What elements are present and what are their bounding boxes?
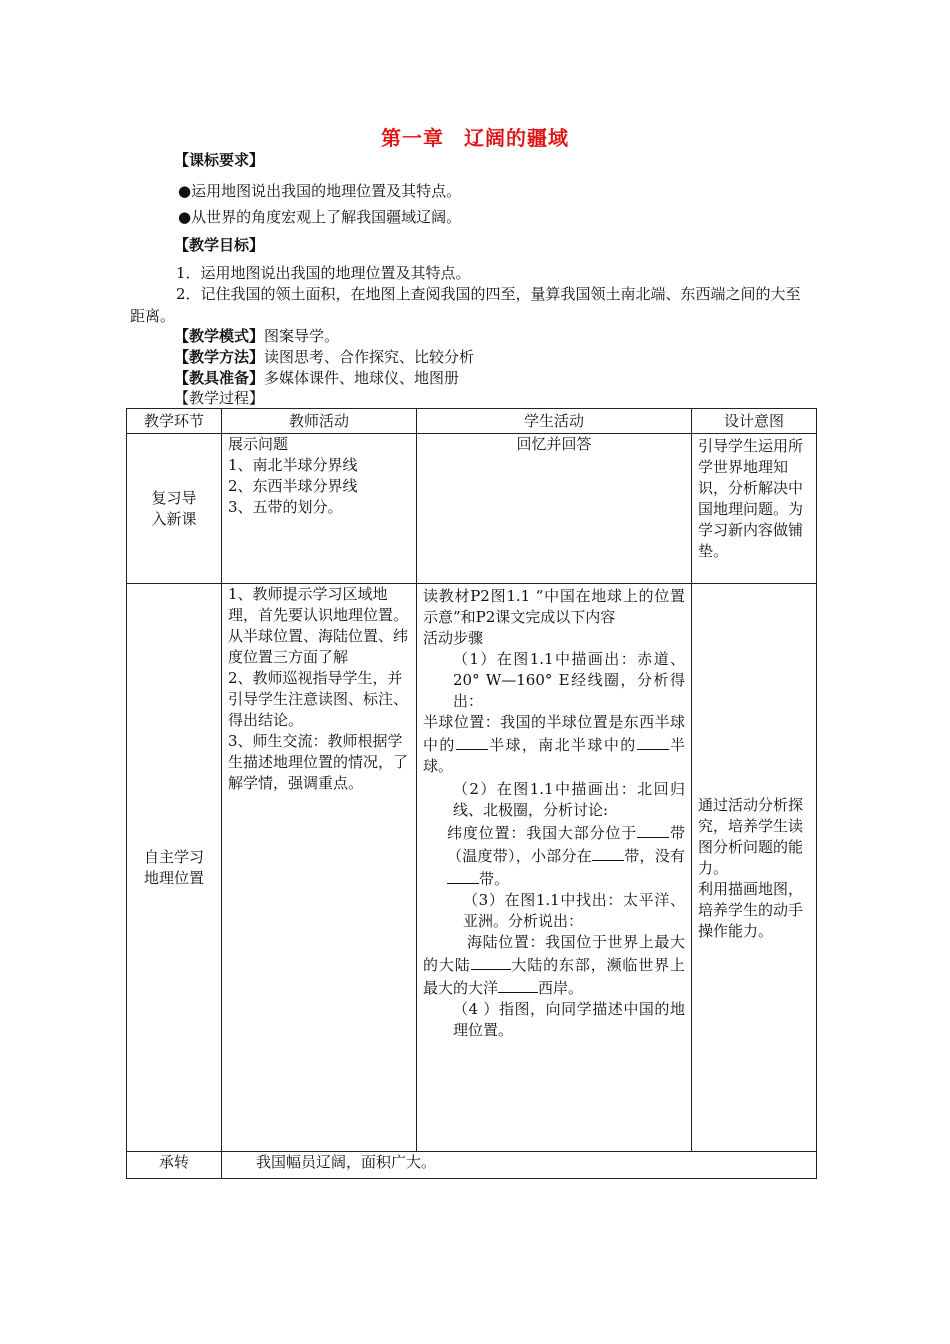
student-step-3-answer: 海陆位置：我国位于世界上最大的大陆 大陆的东部，濒临世界上最大的大洋 西岸。 xyxy=(423,933,685,997)
teaching-process-label: 【教学过程】 xyxy=(174,389,265,407)
student-step-3: （3）在图1.1中找出：太平洋、亚洲。分析说出： xyxy=(463,891,685,930)
stage-cell: 复习导入新课 xyxy=(127,434,222,584)
fill-blank xyxy=(498,976,538,993)
teaching-mode-label: 【教学模式】 xyxy=(174,327,265,345)
standard-item: ●从世界的角度宏观上了解我国疆域辽阔。 xyxy=(178,208,462,226)
student-intro: 读教材P2图1.1 “中国在地球上的位置示意”和P2课文完成以下内容 xyxy=(423,587,685,626)
teaching-tools-label: 【教具准备】 xyxy=(174,369,265,387)
teacher-line: 1、南北半球分界线 xyxy=(228,456,358,474)
teacher-activity-cell xyxy=(222,584,417,1152)
teacher-line: 2、东西半球分界线 xyxy=(228,477,358,495)
standard-item: ●运用地图说出我国的地理位置及其特点。 xyxy=(178,182,462,200)
teaching-tools-value: 多媒体课件、地球仪、地图册 xyxy=(264,369,460,387)
student-step-1: （1）在图1.1中描画出：赤道、20° W—160° E经线圈，分析得出： xyxy=(453,650,685,710)
header-stage: 教学环节 xyxy=(127,409,222,434)
fill-blank xyxy=(637,733,669,750)
header-student: 学生活动 xyxy=(417,409,692,434)
objective-item: 1．运用地图说出我国的地理位置及其特点。 xyxy=(176,264,471,282)
student-activity-cell: 回忆并回答 xyxy=(417,434,692,584)
design-intent-cell: 引导学生运用所学世界地理知识，分析解决中国地理问题。为学习新内容做铺垫。 xyxy=(692,434,817,584)
header-design: 设计意图 xyxy=(692,409,817,434)
student-steps-title: 活动步骤 xyxy=(423,629,484,647)
header-teacher: 教师活动 xyxy=(222,409,417,434)
teacher-line: 3、师生交流：教师根据学生描述地理位置的情况，了解学情，强调重点。 xyxy=(228,732,409,792)
fill-blank xyxy=(471,953,511,970)
design-line: 通过活动分析探究，培养学生读图分析问题的能力。 xyxy=(698,796,804,877)
teacher-line: 展示问题 xyxy=(228,435,289,453)
table-row xyxy=(127,1152,817,1179)
fill-blank xyxy=(592,844,624,861)
table-row xyxy=(127,584,817,1152)
fill-blank xyxy=(456,733,488,750)
table-row xyxy=(127,434,817,584)
teacher-line: 3、五带的划分。 xyxy=(228,498,343,516)
teaching-method-value: 读图思考、合作探究、比较分析 xyxy=(264,348,475,366)
teaching-mode-value: 图案导学。 xyxy=(264,327,340,345)
design-line: 利用描画地图，培养学生的动手操作能力。 xyxy=(698,880,804,940)
lesson-process-table xyxy=(126,408,817,1179)
page-title xyxy=(0,122,950,151)
teacher-activity-cell xyxy=(222,434,417,584)
student-step-2-answer: 纬度位置：我国大部分位于 带（温度带），小部分在 带，没有带。 xyxy=(423,821,685,890)
objective-item: 2．记住我国的领土面积，在地图上查阅我国的四至，量算我国领土南北端、东西端之间的大至距离。 xyxy=(130,285,801,325)
teacher-line: 2、教师巡视指导学生，并引导学生注意读图、标注、得出结论。 xyxy=(228,669,409,729)
fill-blank xyxy=(447,867,479,884)
stage-cell: 承转 xyxy=(127,1152,222,1179)
stage-cell: 自主学习地理位置 xyxy=(127,584,222,1152)
student-step-1-answer: 半球位置：我国的半球位置是东西半球中的 半球，南北半球中的 半球。 xyxy=(423,713,685,775)
teaching-tools xyxy=(174,368,459,388)
table-header-row xyxy=(127,409,817,434)
standards-heading: 【课标要求】 xyxy=(174,151,265,169)
fill-blank xyxy=(637,821,669,838)
transition-cell: 我国幅员辽阔，面积广大。 xyxy=(222,1152,817,1179)
student-step-2: （2）在图1.1中描画出：北回归线、北极圈，分析讨论: xyxy=(453,780,685,819)
teaching-method xyxy=(174,347,474,367)
objectives-heading: 【教学目标】 xyxy=(174,236,265,254)
chapter-number: 第一章 xyxy=(381,126,444,150)
teacher-line: 1、教师提示学习区域地理，首先要认识地理位置。从半球位置、海陆位置、纬度位置三方面了解 xyxy=(228,585,409,666)
teaching-mode xyxy=(174,326,339,346)
student-activity-cell xyxy=(417,584,692,1152)
chapter-name: 辽阔的疆域 xyxy=(464,126,569,150)
design-intent-cell xyxy=(692,584,817,1152)
teaching-method-label: 【教学方法】 xyxy=(174,348,265,366)
student-step-4: （4 ）指图，向同学描述中国的地理位置。 xyxy=(453,1000,685,1039)
